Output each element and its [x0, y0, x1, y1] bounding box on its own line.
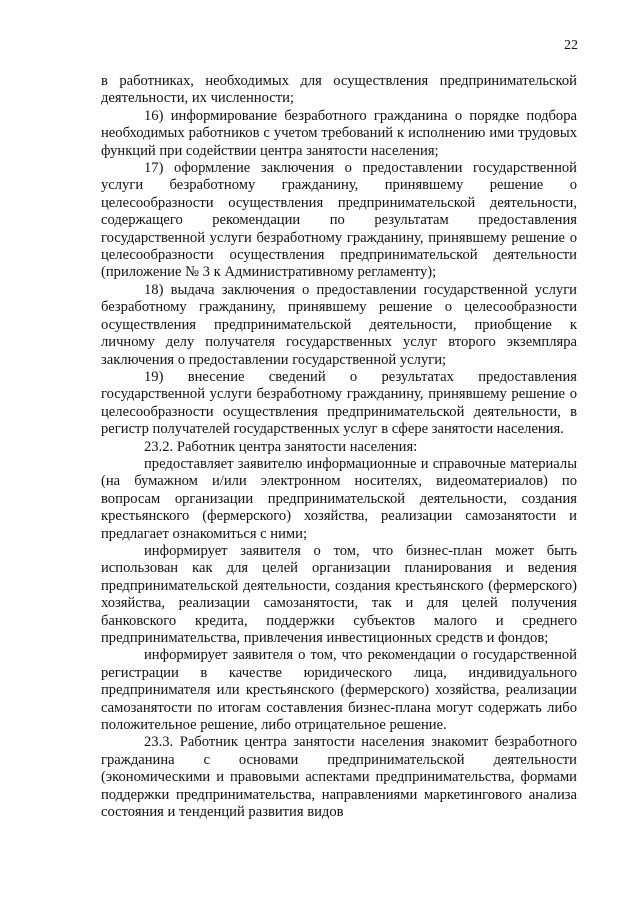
- body-text: [101, 73, 577, 821]
- paragraph-item-18: 18) выдача заключения о предоставлении государственной услуги безработному гражданину, принявшему решение о целесообразности осуществления предпринимательской деятельности, приобщение к личному делу получателя государственных услуг второго экземпляра заключения о предоставлении государственной услуги;: [101, 281, 577, 368]
- page-number: 22: [564, 38, 578, 53]
- paragraph-business-plan-info: информирует заявителя о том, что бизнес-план может быть использован как для целей организации планирования и ведения предпринимательской деятельности, создания крестьянского (фермерского) хозяйства, реализации самозанятости, так и для целей получения банковского кредита, поддержки субъектов малого и среднего предпринимательства, привлечения инвестиционных средств и фондов;: [101, 542, 577, 646]
- paragraph-item-19: 19) внесение сведений о результатах предоставления государственной услуги безработному гражданину, принявшему решение о целесообразности осуществления предпринимательской деятельности, в регистр получателей государственных услуг в сфере занятости населения.: [101, 368, 577, 438]
- section-23-3: 23.3. Работник центра занятости населения знакомит безработного гражданина с основами предпринимательской деятельности (экономическими и правовыми аспектами предпринимательства, формами поддержки предпринимательства, направлениями маркетингового анализа состояния и тенденций развития видов: [101, 734, 577, 821]
- section-heading-23-2: 23.2. Работник центра занятости населения:: [144, 438, 418, 455]
- paragraph-continuation: в работниках, необходимых для осуществления предпринимательской деятельности, их численности;: [101, 73, 577, 107]
- paragraph-provides-materials: предоставляет заявителю информационные и справочные материалы (на бумажном и/или электронном носителях, видеоматериалов) по вопросам организации предпринимательской деятельности, создания крестьянского (фермерского) хозяйства, реализации самозанятости и предлагает ознакомиться с ними;: [101, 455, 577, 542]
- paragraph-recommendations-info: информирует заявителя о том, что рекомендации о государственной регистрации в качестве юридического лица, индивидуального предпринимателя или крестьянского (фермерского) хозяйства, реализации самозанятости по итогам составления бизнес-плана могут содержать либо положительное решение, либо отрицательное решение.: [101, 647, 577, 734]
- paragraph-item-17: 17) оформление заключения о предоставлении государственной услуги безработному гражданину, принявшему решение о целесообразности осуществления предпринимательской деятельности, содержащего рекомендации по результатам предоставления государственной услуги безработному гражданину, принявшему решение о целесообразности осуществления предпринимательской деятельности (приложение № 3 к Административному регламенту);: [101, 160, 577, 281]
- paragraph-item-16: 16) информирование безработного гражданина о порядке подбора необходимых работников с учетом требований к исполнению ими трудовых функций при содействии центра занятости населения;: [101, 107, 577, 159]
